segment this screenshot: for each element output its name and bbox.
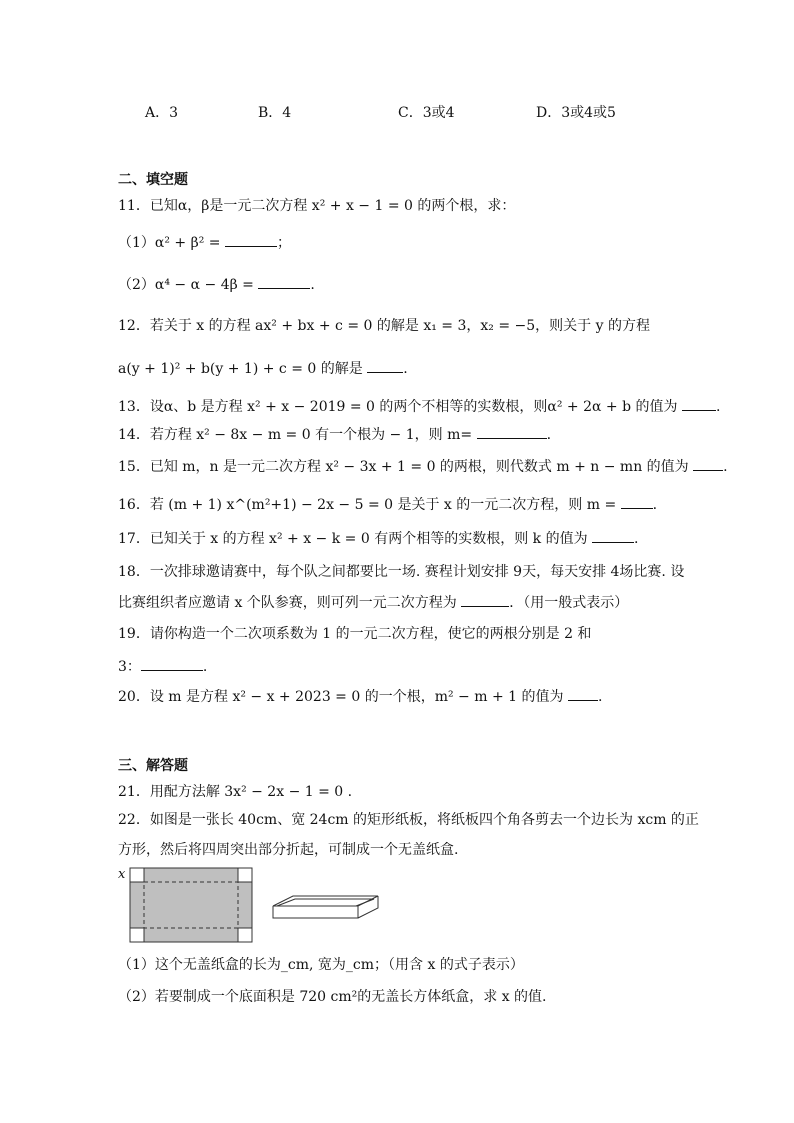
q12-line1: 12．若关于 x 的方程 ax² + bx + c = 0 的解是 x₁ = 3，x₂ = −5，则关于 y 的方程 [118, 318, 650, 334]
q19-line2-end: . [202, 659, 208, 675]
option-a: A．3 [145, 105, 179, 121]
q17-text: 17．已知关于 x 的方程 x² + x − k = 0 有两个相等的实数根，则 k 的值为 [118, 531, 588, 547]
q14 [118, 424, 551, 445]
q14-text: 14．若方程 x² − 8x − m = 0 有一个根为 − 1，则 m= [118, 427, 473, 443]
q16 [118, 494, 657, 515]
q11-part1-end: ； [276, 235, 291, 251]
q11-part2-end: . [310, 277, 315, 293]
q18-line2-text: 比赛组织者应邀请 x 个队参赛，则可列一元二次方程为 [118, 595, 457, 611]
cut-corner [238, 868, 252, 882]
answer-blank[interactable] [258, 274, 310, 289]
q12-line2 [118, 358, 408, 379]
q20 [118, 686, 602, 707]
q19-line2-text: 3： [118, 659, 141, 675]
cardboard-diagram [118, 866, 388, 946]
q11-part1-text: （1）α² + β² = [118, 235, 221, 251]
answer-blank[interactable] [693, 456, 723, 471]
answer-blank[interactable] [592, 528, 634, 543]
q22-line2: 方形，然后将四周突出部分折起，可制成一个无盖纸盒. [118, 842, 459, 858]
q11-part1 [118, 232, 291, 253]
q22-part2: （2）若要制成一个底面积是 720 cm²的无盖长方体纸盒，求 x 的值. [118, 989, 547, 1005]
option-d: D．3或4或5 [536, 105, 616, 121]
q11-intro: 11．已知α，β是一元二次方程 x² + x − 1 = 0 的两个根，求： [118, 198, 516, 214]
q16-text: 16．若 (m + 1) x^(m²+1) − 2x − 5 = 0 是关于 x 的一元二次方程，则 m = [118, 497, 617, 513]
q13 [118, 396, 720, 417]
figure-x-label: x [118, 867, 126, 882]
answer-blank[interactable] [367, 358, 403, 373]
cut-corner [130, 868, 144, 882]
cut-corner [130, 928, 144, 942]
option-c: C．3或4 [398, 105, 455, 121]
q13-end: . [715, 399, 721, 415]
q15 [118, 456, 728, 477]
answer-blank[interactable] [225, 232, 277, 247]
answer-blank[interactable] [682, 396, 716, 411]
cardboard-figure [118, 866, 388, 950]
q18-line2 [118, 592, 628, 613]
q16-end: . [652, 497, 658, 513]
cut-corner [238, 928, 252, 942]
answer-blank[interactable] [621, 494, 653, 509]
q12-line2-text: a(y + 1)² + b(y + 1) + c = 0 的解是 [118, 361, 363, 377]
q19-line2 [118, 656, 207, 677]
q12-line2-end: . [403, 361, 408, 377]
answer-blank[interactable] [477, 424, 547, 439]
open-box-drawing [273, 896, 378, 918]
section-fill-heading: 二、填空题 [118, 172, 188, 188]
q18-line1: 18．一次排球邀请赛中，每个队之间都要比一场. 赛程计划安排 9天，每天安排 4场比赛. 设 [118, 564, 685, 580]
q20-text: 20．设 m 是方程 x² − x + 2023 = 0 的一个根，m² − m + 1 的值为 [118, 689, 564, 705]
q11-part2-text: （2）α⁴ − α − 4β = [118, 277, 254, 293]
q20-end: . [597, 689, 603, 705]
answer-blank[interactable] [461, 592, 509, 607]
q18-line2-end: ．（用一般式表示） [509, 595, 629, 611]
q13-text: 13．设α、b 是方程 x² + x − 2019 = 0 的两个不相等的实数根，则α² + 2α + b 的值为 [118, 399, 678, 415]
cardboard-sheet [130, 868, 252, 942]
q19-line1: 19．请你构造一个二次项系数为 1 的一元二次方程，使它的两根分别是 2 和 [118, 626, 592, 642]
answer-blank[interactable] [141, 656, 203, 671]
q22-line1: 22．如图是一张长 40cm、宽 24cm 的矩形纸板，将纸板四个角各剪去一个边长为 xcm 的正 [118, 812, 699, 828]
q11-part2 [118, 274, 315, 295]
q17 [118, 528, 639, 549]
option-b: B．4 [258, 105, 292, 121]
q17-end: . [634, 531, 639, 547]
q15-end: . [723, 459, 728, 475]
q21: 21．用配方法解 3x² − 2x − 1 = 0 . [118, 784, 353, 800]
section-solve-heading: 三、解答题 [118, 758, 188, 774]
q15-text: 15．已知 m，n 是一元二次方程 x² − 3x + 1 = 0 的两根，则代数式 m + n − mn 的值为 [118, 459, 689, 475]
q14-end: . [546, 427, 552, 443]
answer-blank[interactable] [568, 686, 598, 701]
q22-part1: （1）这个无盖纸盒的长为_cm, 宽为_cm；（用含 x 的式子表示） [118, 957, 524, 973]
